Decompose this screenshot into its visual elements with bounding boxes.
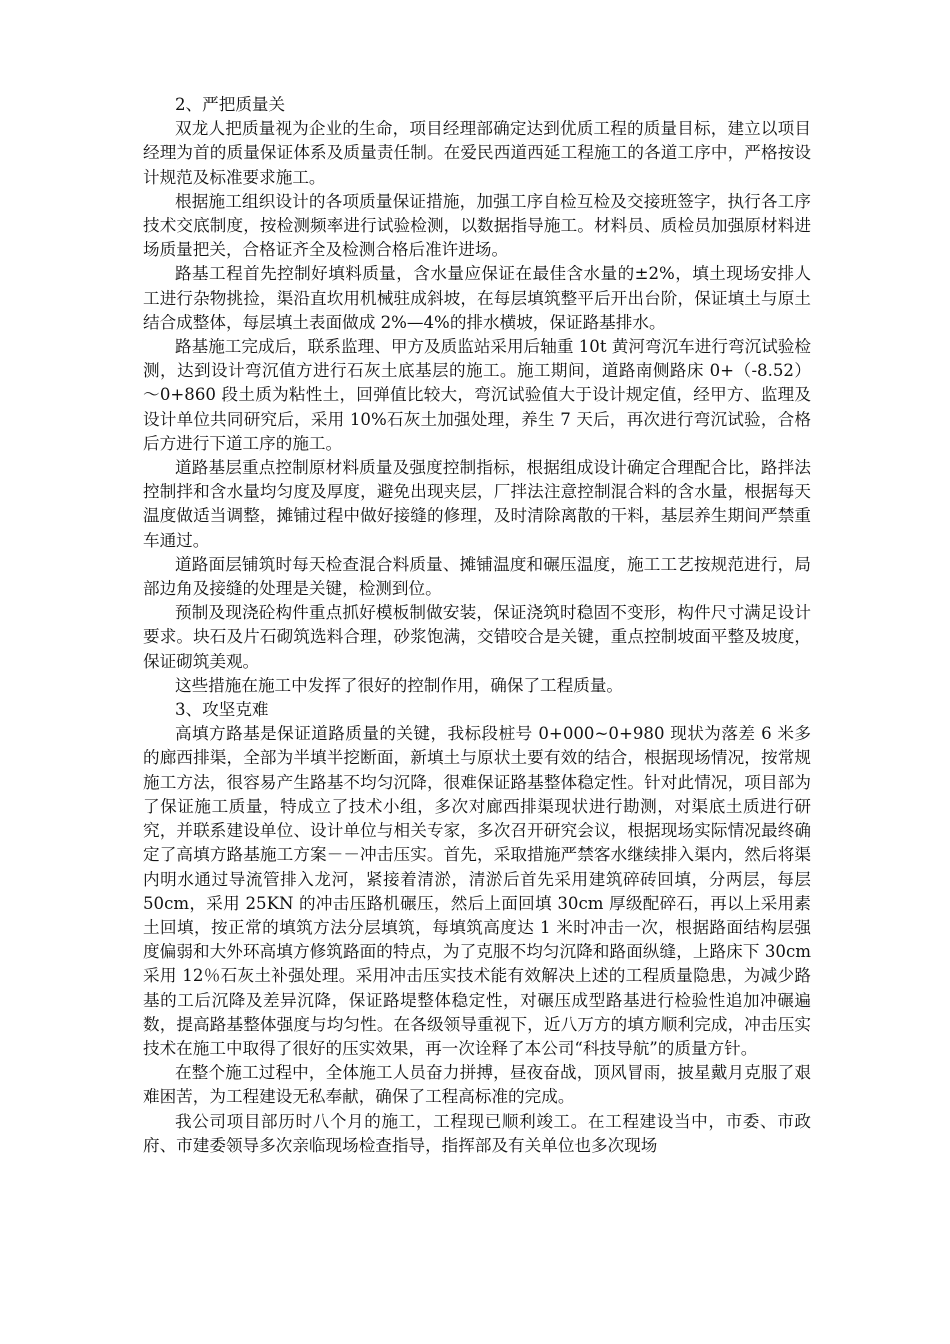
- section-heading-quality: 2、严把质量关: [175, 95, 286, 114]
- section-heading-difficulties: 3、攻坚克难: [175, 700, 269, 720]
- paragraph-project-completion: 我公司项目部历时八个月的施工，工程现已顺利竣工。在工程建设当中，市委、市政府、市建委领导多次亲临现场检查指导，指挥部及有关单位也多次现场: [143, 1111, 811, 1155]
- paragraph-road-base: 道路基层重点控制原材料质量及强度控制指标，根据组成设计确定合理配合比，路拌法控制拌和含水量均匀度及厚度，避免出现夹层，厂拌法注意控制混合料的含水量，根据每天温度做适当调整，摊铺过程中做好接缝的修理，及时清除离散的干料，基层养生期间严禁重车通过。: [143, 458, 811, 550]
- paragraph-measures-summary: 这些措施在施工中发挥了很好的控制作用，确保了工程质量。: [175, 675, 624, 695]
- paragraph-high-fill-subgrade: 高填方路基是保证道路质量的关键，我标段桩号 0+000~0+980 现状为落差 6 米多的廊西排渠，全部为半填半挖断面，新填土与原状土要有效的结合，根据现场情况，按常规施工方法，很容易产生路基不均匀沉降，很难保证路基整体稳定性。针对此情况，项目部为了保证施工质量，特成立了技术小组，多次对廊西排渠现状进行勘测，对渠底土质进行研究，并联系建设单位、设计单位与相关专家，多次召开研究会议，根据现场实际情况最终确定了高填方路基施工方案－－冲击压实。首先，采取措施严禁客水继续排入渠内，然后将渠内明水通过导流管排入龙河，紧接着清淤，清淤后首先采用建筑碎砖回填，分两层，每层 50cm，采用 25KN 的冲击压路机碾压，然后上面回填 30cm 厚级配碎石，再以上采用素土回填，按正常的填筑方法分层填筑，每填筑高度达 1 米时冲击一次，根据路面结构层强度偏弱和大外环高填方修筑路面的特点，为了克服不均匀沉降和路面纵缝，上路床下 30cm 采用 12％石灰土补强处理。采用冲击压实技术能有效解决上述的工程质量隐患，为减少路基的工后沉降及差异沉降，保证路堤整体稳定性，对碾压成型路基进行检验性追加冲碾遍数，提高路基整体强度与均匀性。在各级领导重视下，近八万方的填方顺利完成，冲击压实技术在施工中取得了很好的压实效果，再一次诠释了本公司“科技导航”的质量方针。: [143, 724, 811, 1058]
- paragraph-quality-goal: 双龙人把质量视为企业的生命，项目经理部确定达到优质工程的质量目标，建立以项目经理为首的质量保证体系及质量责任制。在爱民西道西延工程施工的各道工序中，严格按设计规范及标准要求施工。: [143, 119, 811, 187]
- paragraph-quality-measures: 根据施工组织设计的各项质量保证措施，加强工序自检互检及交接班签字，执行各工序技术交底制度，按检测频率进行试验检测，以数据指导施工。材料员、质检员加强原材料进场质量把关，合格证齐全及检测合格后准许进场。: [143, 191, 811, 260]
- paragraph-deflection-test: 路基施工完成后，联系监理、甲方及质监站采用后轴重 10t 黄河弯沉车进行弯沉试验检测，达到设计弯沉值方进行石灰土底基层的施工。施工期间，道路南侧路床 0+（-8.52）～0+860 段土质为粘性土，回弹值比较大，弯沉试验值大于设计规定值，经甲方、监理及设计单位共同研究后，采用 10%石灰土加强处理，养生 7 天后，再次进行弯沉试验，合格后方进行下道工序的施工。: [143, 337, 811, 453]
- document-page: [143, 93, 811, 1158]
- paragraph-precast-concrete: 预制及现浇砼构件重点抓好模板制做安装，保证浇筑时稳固不变形，构件尺寸满足设计要求。块石及片石砌筑选料合理，砂浆饱满，交错咬合是关键，重点控制坡面平整及坡度，保证砌筑美观。: [143, 603, 811, 671]
- paragraph-subgrade-filling: 路基工程首先控制好填料质量，含水量应保证在最佳含水量的±2%，填土现场安排人工进行杂物挑捡，渠沿直坎用机械驻成斜坡，在每层填筑整平后开出台阶，保证填土与原土结合成整体，每层填土表面做成 2%—4%的排水横坡，保证路基排水。: [143, 264, 811, 332]
- paragraph-workforce-effort: 在整个施工过程中，全体施工人员奋力拼搏，昼夜奋战，顶风冒雨，披星戴月克服了艰难困苦，为工程建设无私奉献，确保了工程高标准的完成。: [143, 1063, 811, 1107]
- paragraph-road-surface: 道路面层铺筑时每天检查混合料质量、摊铺温度和碾压温度，施工工艺按规范进行，局部边角及接缝的处理是关键，检测到位。: [143, 554, 811, 599]
